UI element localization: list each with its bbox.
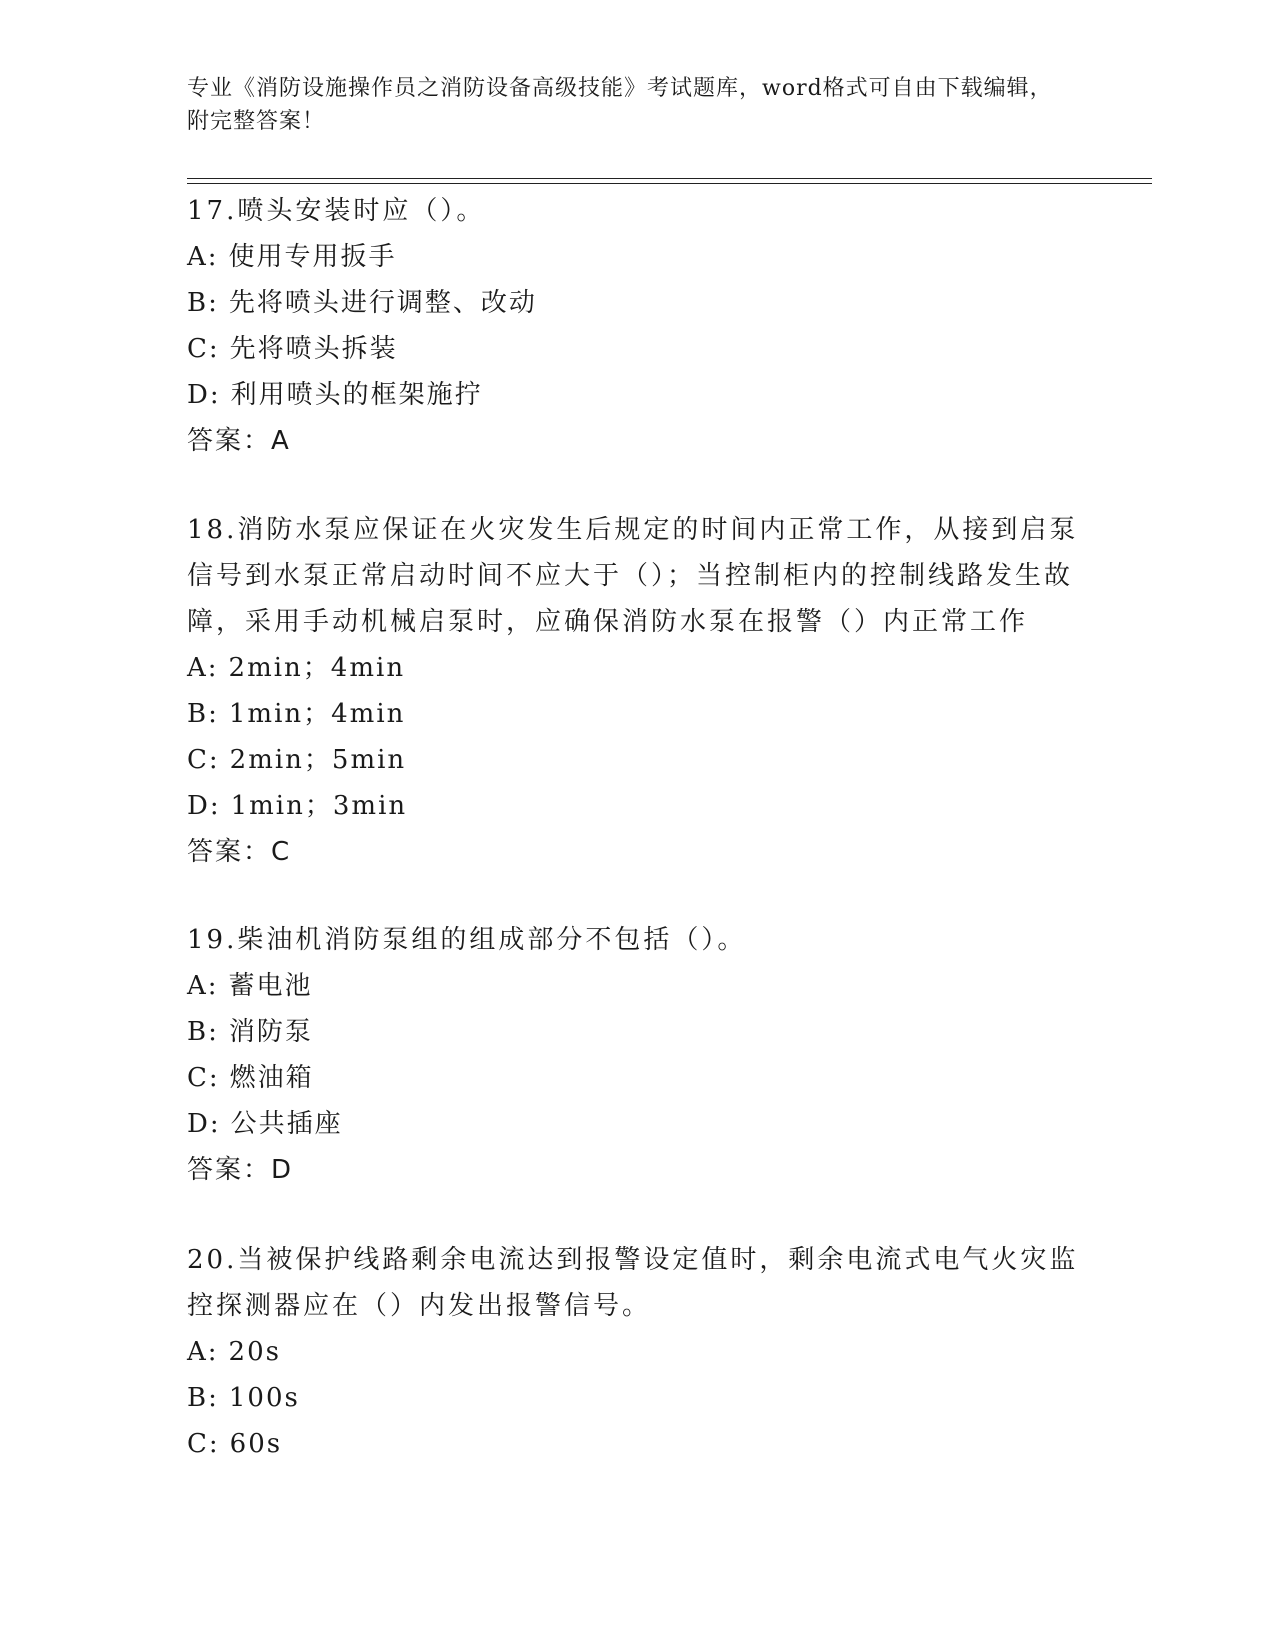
option-text: 蓄电池 (228, 971, 313, 1001)
answer-line: 答案：D (187, 1155, 294, 1185)
question-19 (187, 917, 1087, 1193)
option-letter: A: (187, 1337, 219, 1367)
option-text: 2min；4min (228, 653, 406, 683)
option-text: 先将喷头进行调整、改动 (228, 288, 537, 318)
option-letter: D: (187, 1109, 221, 1139)
option-letter: D: (187, 380, 221, 410)
option-letter: C: (187, 1429, 220, 1459)
option-text: 消防泵 (228, 1017, 313, 1047)
option-b (187, 691, 1087, 737)
option-d (187, 1101, 1087, 1147)
option-b (187, 1375, 1087, 1421)
option-text: 60s (229, 1429, 283, 1459)
document-header: 专业《消防设施操作员之消防设备高级技能》考试题库，word格式可自由下载编辑，附完整答案！ (187, 76, 1053, 134)
option-text: 公共插座 (230, 1109, 343, 1139)
question-18 (187, 507, 1087, 875)
option-letter: C: (187, 745, 220, 775)
option-text: 利用喷头的框架施拧 (230, 380, 483, 410)
option-a (187, 963, 1087, 1009)
option-c (187, 1055, 1087, 1101)
option-letter: A: (187, 971, 219, 1001)
option-letter: B: (187, 288, 219, 318)
option-d (187, 783, 1087, 829)
question-20 (187, 1237, 1087, 1467)
option-c (187, 737, 1087, 783)
option-letter: B: (187, 699, 219, 729)
option-letter: C: (187, 1063, 220, 1093)
option-d (187, 372, 1087, 418)
header-divider-top (187, 178, 1152, 179)
option-b (187, 280, 1087, 326)
option-text: 2min；5min (229, 745, 407, 775)
option-letter: C: (187, 334, 220, 364)
option-b (187, 1009, 1087, 1055)
option-a (187, 1329, 1087, 1375)
question-stem: 17.喷头安装时应（）。 (187, 196, 486, 226)
option-letter: A: (187, 653, 219, 683)
option-letter: B: (187, 1383, 219, 1413)
option-letter: D: (187, 791, 221, 821)
question-stem: 20.当被保护线路剩余电流达到报警设定值时，剩余电流式电气火灾监控探测器应在（）内发出报警信号。 (187, 1245, 1079, 1321)
option-text: 1min；3min (230, 791, 408, 821)
option-text: 使用专用扳手 (228, 242, 397, 272)
answer-line: 答案：A (187, 426, 291, 456)
question-stem: 19.柴油机消防泵组的组成部分不包括（）。 (187, 925, 747, 955)
option-a (187, 645, 1087, 691)
option-text: 燃油箱 (229, 1063, 314, 1093)
question-stem: 18.消防水泵应保证在火灾发生后规定的时间内正常工作，从接到启泵信号到水泵正常启动时间不应大于（）；当控制柜内的控制线路发生故障，采用手动机械启泵时，应确保消防水泵在报警（）内正常工作 (187, 515, 1079, 637)
question-17 (187, 188, 1087, 464)
option-text: 100s (228, 1383, 300, 1413)
answer-line: 答案：C (187, 837, 292, 867)
option-letter: B: (187, 1017, 219, 1047)
option-text: 1min；4min (228, 699, 406, 729)
option-c (187, 1421, 1087, 1467)
option-text: 先将喷头拆装 (229, 334, 398, 364)
header-divider-bottom (187, 183, 1152, 184)
option-text: 20s (228, 1337, 281, 1367)
option-c (187, 326, 1087, 372)
option-a (187, 234, 1087, 280)
option-letter: A: (187, 242, 219, 272)
